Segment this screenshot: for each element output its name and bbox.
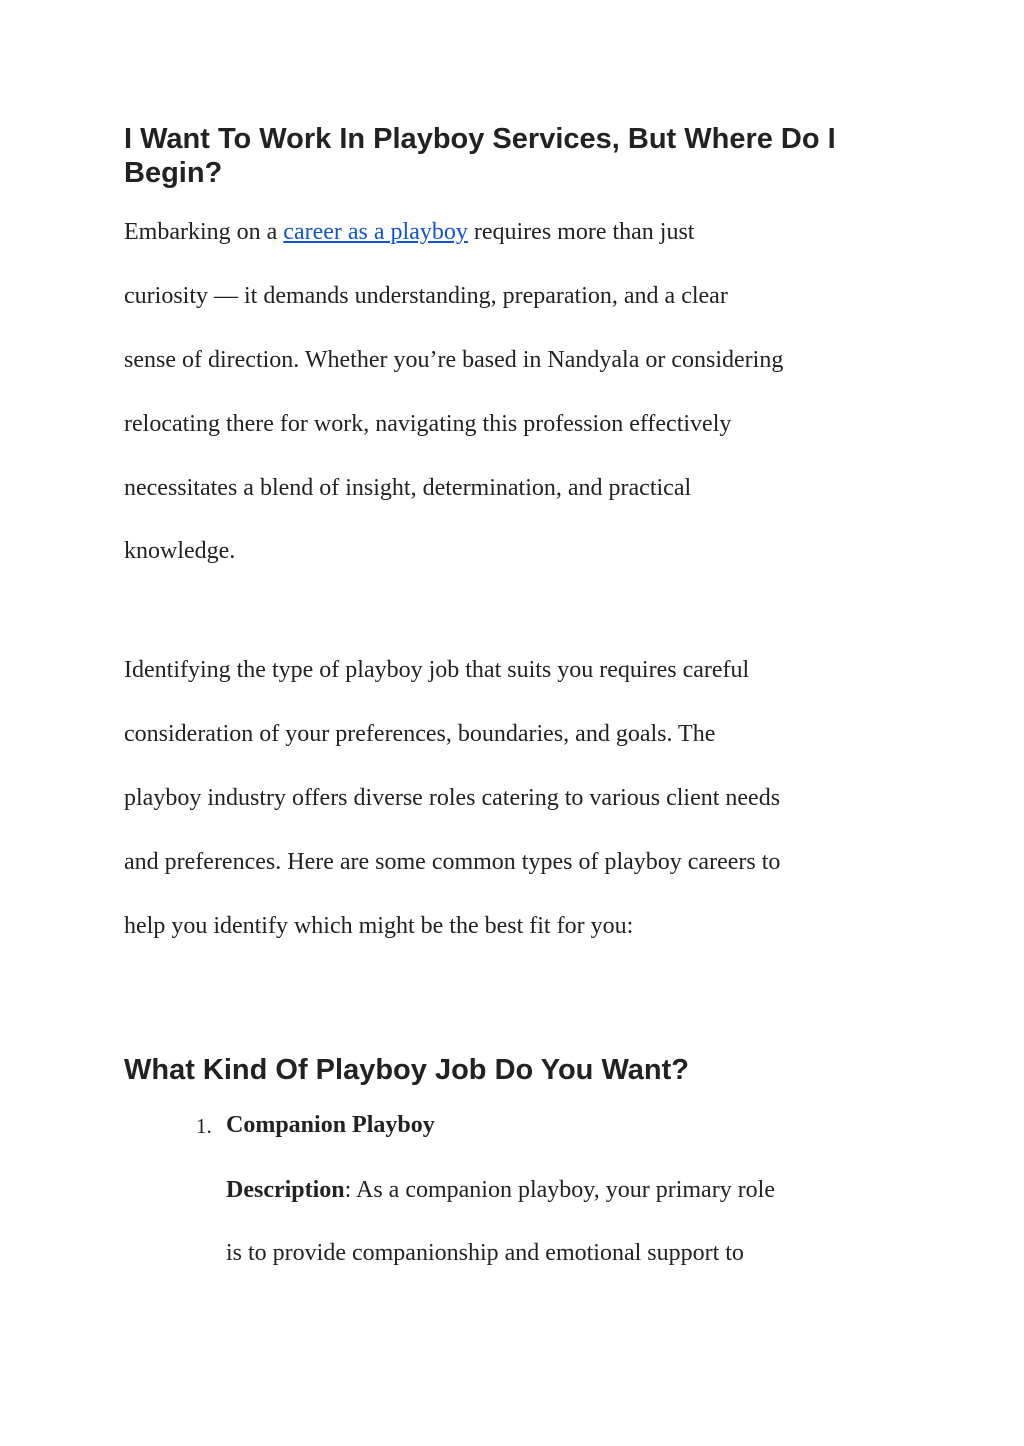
intro-line-4: relocating there for work, navigating this profession effectively	[124, 411, 732, 437]
para2-line-4: and preferences. Here are some common types of playboy careers to	[124, 849, 781, 875]
page-title: I Want To Work In Playboy Services, But Where Do I Begin?	[124, 123, 836, 189]
list-item-title: Companion Playboy	[226, 1112, 435, 1138]
description-line-1-text: : As a companion playboy, your primary role	[344, 1177, 776, 1203]
intro-line-1	[124, 212, 694, 252]
para2-line-3: playboy industry offers diverse roles catering to various client needs	[124, 785, 781, 811]
para2-line-1: Identifying the type of playboy job that suits you requires careful	[124, 657, 750, 683]
intro-line-5: necessitates a blend of insight, determination, and practical	[124, 475, 692, 501]
para2-line-5: help you identify which might be the best fit for you:	[124, 913, 634, 939]
intro-line-1-before: Embarking on a	[124, 219, 284, 245]
description-label: Description	[226, 1177, 345, 1203]
career-link[interactable]: career as a playboy	[283, 219, 468, 245]
para2-line-2: consideration of your preferences, boundaries, and goals. The	[124, 721, 716, 747]
intro-line-6: knowledge.	[124, 538, 236, 564]
intro-line-2: curiosity — it demands understanding, preparation, and a clear	[124, 283, 728, 309]
intro-line-1-after: requires more than just	[467, 219, 695, 245]
intro-line-3: sense of direction. Whether you’re based in Nandyala or considering	[124, 347, 784, 373]
description-line-1	[226, 1170, 775, 1210]
description-line-2: is to provide companionship and emotional support to	[226, 1240, 744, 1266]
section-heading: What Kind Of Playboy Job Do You Want?	[124, 1054, 689, 1086]
list-item-number: 1.	[196, 1114, 212, 1138]
